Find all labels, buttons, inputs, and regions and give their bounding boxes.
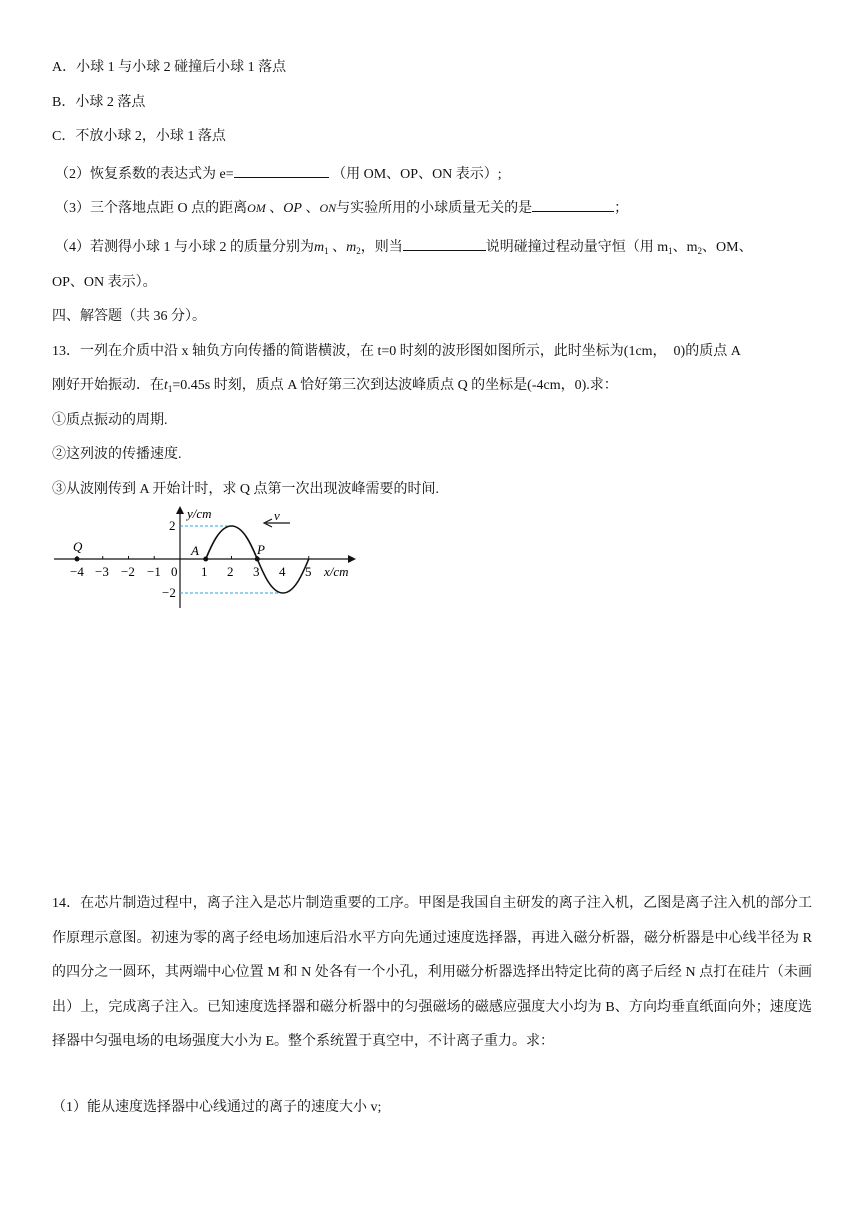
option-a: A．小球 1 与小球 2 碰撞后小球 1 落点 bbox=[52, 60, 287, 75]
answer-blank bbox=[532, 196, 614, 212]
q12-part2-prefix: （2）恢复系数的表达式为 e= bbox=[55, 167, 234, 182]
q13-line1: 13．一列在介质中沿 x 轴负方向传播的简谐横波，在 t=0 时刻的波形图如图所示，此时坐标为(1cm， 0)的质点 A bbox=[52, 344, 741, 359]
x-tick-label: 4 bbox=[279, 564, 286, 579]
y-axis-arrow bbox=[176, 506, 184, 514]
m1-subscript: 1 bbox=[324, 246, 329, 256]
q13-item3: ③从波刚传到 A 开始计时，求 Q 点第一次出现波峰需要的时间. bbox=[52, 482, 439, 497]
separator: 、 bbox=[332, 240, 347, 255]
wave-figure bbox=[48, 504, 368, 614]
m2-subscript: 2 bbox=[356, 246, 361, 256]
x-tick-label: −3 bbox=[95, 564, 109, 579]
q12-part4-mid: ，则当 bbox=[360, 240, 403, 255]
point-p-label: P bbox=[257, 542, 265, 557]
subscript: 1 bbox=[668, 246, 673, 256]
option-c: C．不放小球 2，小球 1 落点 bbox=[52, 129, 226, 144]
q12-part3-prefix: （3）三个落地点距 O 点的距离 bbox=[55, 201, 248, 216]
q12-part4-prefix: （4）若测得小球 1 与小球 2 的质量分别为 bbox=[55, 240, 314, 255]
x-tick-label: 1 bbox=[201, 564, 208, 579]
section-heading: 四、解答题（共 36 分）。 bbox=[52, 309, 206, 324]
point-q-label: Q bbox=[73, 539, 83, 554]
y-axis-label: y/cm bbox=[187, 506, 212, 521]
x-tick-label: 3 bbox=[253, 564, 260, 579]
q12-part3-suffix: 与实验所用的小球质量无关的是 bbox=[336, 201, 533, 216]
q13-item1: ①质点振动的周期. bbox=[52, 413, 168, 428]
m2-symbol: m bbox=[346, 240, 357, 255]
q14-item1: （1）能从速度选择器中心线通过的离子的速度大小 v; bbox=[52, 1100, 382, 1115]
q14-text: 14．在芯片制造过程中，离子注入是芯片制造重要的工序。甲图是我国自主研发的离子注入机，乙图是离子注入机的部分工作原理示意图。初速为零的离子经电场加速后沿水平方向先通过速度选择器，再进入磁分析器，磁分析器是中心线半径为 R 的四分之一圆环，其两端中心位置 M 和 N 处各有一个小孔，利用磁分析器选择出特定比荷的离子后经 N 点打在硅片（未画出）上，完成离子注入。已知速度选择器和磁分析器中的匀强磁场的磁感应强度大小均为 B、方向均垂直纸面向外；速度选择器中匀强电场的电场强度大小为 E。整个系统置于真空中，不计离子重力。求： bbox=[52, 896, 812, 1049]
q13-line2-prefix: 刚好开始振动．在 bbox=[52, 378, 164, 393]
op-symbol: OP bbox=[283, 201, 302, 216]
x-tick-label: 2 bbox=[227, 564, 234, 579]
q12-part4 bbox=[55, 235, 753, 258]
point-p bbox=[255, 557, 260, 562]
separator: 、 bbox=[269, 201, 284, 216]
q13-line2 bbox=[52, 376, 618, 396]
subscript: 2 bbox=[697, 246, 703, 256]
q12-part3 bbox=[55, 196, 628, 219]
x-tick-label: −4 bbox=[70, 564, 84, 579]
m1-symbol: m bbox=[314, 240, 325, 255]
x-tick-label: 5 bbox=[305, 564, 312, 579]
y-tick-label: −2 bbox=[162, 585, 176, 600]
t-subscript: 1 bbox=[167, 384, 173, 394]
om-symbol: OM bbox=[247, 201, 266, 215]
q12-part3-end: ； bbox=[614, 201, 629, 216]
velocity-label: v bbox=[274, 508, 280, 523]
on-symbol: ON bbox=[319, 201, 337, 215]
point-a bbox=[203, 557, 208, 562]
q12-part2 bbox=[55, 162, 502, 185]
separator: 、 bbox=[305, 201, 320, 216]
q13-item2: ②这列波的传播速度. bbox=[52, 447, 182, 462]
point-a-label: A bbox=[191, 543, 199, 558]
x-axis-label: x/cm bbox=[324, 564, 349, 579]
q13-line2-suffix: =0.45s 时刻，质点 A 恰好第三次到达波峰质点 Q 的坐标是(-4cm，0).求： bbox=[172, 378, 618, 393]
q12-part2-suffix: （用 OM、OP、ON 表示）; bbox=[332, 167, 502, 182]
answer-blank bbox=[234, 162, 329, 178]
point-q bbox=[75, 557, 80, 562]
q12-part4-continued: OP、ON 表示）。 bbox=[52, 275, 157, 290]
q12-part4-tail: 、OM、 bbox=[702, 240, 753, 255]
x-tick-label: −2 bbox=[121, 564, 135, 579]
q12-part4-text: 、m bbox=[672, 240, 698, 255]
x-axis-arrow bbox=[348, 555, 356, 563]
q12-part4-suffix: 说明碰撞过程动量守恒（用 m bbox=[485, 240, 669, 255]
answer-blank bbox=[403, 235, 486, 251]
t-symbol: t bbox=[164, 378, 168, 393]
x-tick-label: −1 bbox=[147, 564, 161, 579]
origin-label: 0 bbox=[171, 564, 178, 579]
option-b: B．小球 2 落点 bbox=[52, 95, 146, 110]
y-tick-label: 2 bbox=[169, 518, 176, 533]
